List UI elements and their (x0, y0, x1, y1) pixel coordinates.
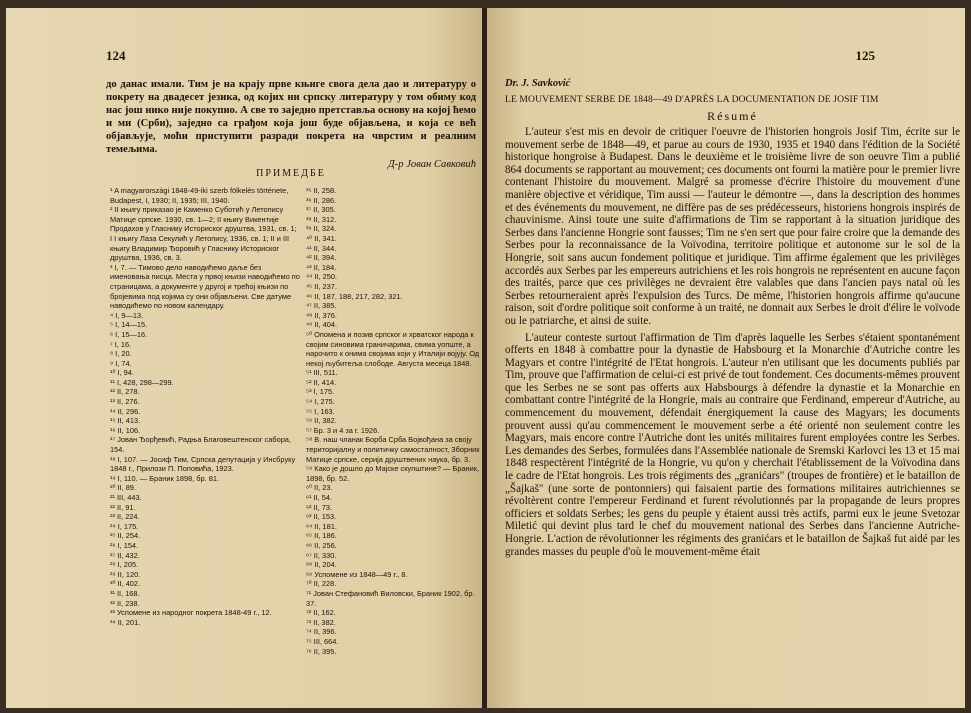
footnote: ²⁸ I, 205. (110, 560, 139, 570)
footnote: ⁵² II, 414. (306, 377, 337, 387)
footnote: ¹⁶ II, 106. (110, 425, 141, 435)
author-signature: Д-р Јован Савковић (387, 159, 476, 170)
footnote: ⁶² II, 73. (306, 502, 333, 512)
footnote: ⁶ I, 15—16. (110, 329, 148, 339)
footnote: ⁴⁸ II, 376. (306, 310, 337, 320)
footnote: ²³ II, 224. (110, 512, 140, 522)
footnote: ⁵¹ III, 511. (306, 368, 338, 378)
footnote: ⁵⁷ Бр. 3 и 4 за г. 1926. (306, 425, 380, 435)
footnote: ⁵ I, 14—15. (110, 320, 148, 330)
footnote: ¹⁴ II, 296. (110, 406, 141, 416)
footnote: ⁶³ II, 153. (306, 512, 337, 522)
article-conclusion (106, 78, 476, 171)
footnote: ³⁸ II, 312. (306, 214, 337, 224)
footnote: ⁴² II, 394. (306, 253, 337, 263)
footnote: ⁵⁰ Опомена и позив српског и хрватског народа к својим синовима граничарима, свима уопште, а нарочито к онима својима који у Италији војују. Од некој љубитеља слободе. Августа месеца 1848. (306, 329, 480, 368)
footnote: ³⁵ II, 258. (306, 186, 337, 195)
footnote: ¹⁹ I, 110. — Браник 1898, бр. 81. (110, 473, 220, 483)
footnote: ³ I, 7. — Тимово дело наводићемо даље без именовања писца. Места у првој књизи наводићемо по страницама, а документе у другој и трећој књизи по бројевима под којима су они објављени. Све датуме наводићемо по новом календару. (110, 262, 300, 311)
footnote: ⁵⁵ I, 163. (306, 406, 335, 416)
footnote: ¹⁵ II, 413. (110, 416, 141, 426)
footnote: ⁶⁶ II, 256. (306, 540, 337, 550)
left-page (6, 8, 484, 708)
footnote: ⁵⁸ В. наш чланак Борба Срба Војвођана за своју територијалну и политичку самосталност, Зборник Матице српске, серија друштвених наука, бр. 3. (306, 435, 480, 464)
footnote: ²⁹ II, 120. (110, 569, 141, 579)
footnote: ³⁷ II, 305. (306, 205, 336, 215)
footnote: ²⁵ II, 254. (110, 531, 141, 541)
footnote: ¹³ II, 276. (110, 397, 140, 407)
running-author: Dr. J. Savković (505, 78, 571, 89)
footnote: ⁴⁹ II, 404. (306, 320, 337, 330)
footnote: ⁷⁵ III, 664. (306, 636, 339, 646)
footnote: ⁵⁶ II, 382. (306, 416, 337, 426)
notes-heading: ПРИМЕДБЕ (256, 168, 326, 179)
footnote: ¹⁸ I, 107. — Јосиф Тим, Српска депутација у Инсбруку 1848 г., Прилози П. Поповића, 1923. (110, 454, 296, 474)
notes-column-1 (110, 186, 300, 627)
page-number: 124 (106, 48, 126, 63)
footnote: ²⁰ II, 89. (110, 483, 136, 493)
closing-paragraph: до данас имали. Тим је на крају прве књиге свога дела дао и литературу о покрету на двадесет језика, од којих ни српску литературу у том обиму код нас још нико није покупио. А све то заједно претставља основу на којој ћемо и ми (Срби), заједно са грађом која још буде објављена, и која се већ објављује, моћи приступити разради покрета на чврстим и реалним темељима. (106, 79, 476, 155)
footnote: ¹⁷ Јован Ђорђевић, Радња Благовештенског сабора, 154. (110, 435, 291, 455)
footnote: ⁵³ I, 175. (306, 387, 335, 397)
page-number: 125 (855, 48, 875, 63)
footnote: ¹ A magyarországi 1848-49-iki szerb fölkelés története, Budapest, I, 1930; II, 1935; III, 1940. (110, 186, 289, 205)
footnote: ⁷⁰ II, 228. (306, 579, 337, 589)
footnote: ²² II, 91. (110, 502, 136, 512)
footnote: ¹⁰ I, 94. (110, 368, 134, 378)
footnote: ⁴³ II, 184. (306, 262, 337, 272)
summary-title: LE MOUVEMENT SERBE DE 1848—49 D'APRÈS LA DOCUMENTATION DE JOSIF TIM (505, 94, 879, 105)
right-page (487, 8, 965, 708)
footnote: ⁴ I, 9—13. (110, 310, 144, 320)
footnote: ⁶⁸ II, 204. (306, 560, 337, 570)
footnote: ³⁰ II, 402. (110, 579, 141, 589)
footnote: ²⁷ II, 432. (110, 550, 140, 560)
footnote: ²¹ III, 443. (110, 493, 142, 502)
footnote: ⁷⁶ II, 395. (306, 646, 337, 656)
footnote: ³⁶ II, 286. (306, 195, 337, 205)
footnote: ²⁴ I, 175. (110, 521, 139, 531)
footnote: ⁶⁵ II, 186. (306, 531, 337, 541)
footnote: ²⁶ I, 154. (110, 540, 139, 550)
resume-paragraph: L'auteur conteste surtout l'affirmation de Tim d'après laquelle les Serbes s'étaient spontanément offerts en 1848 à combattre pour la dynastie de Habsbourg et la Monarchie d'Autriche contre les Magyars et contre l'intégrité de l'Etat hongrois. L'auteur n'en utilisant que les documents publiés par Tim, prouve que l'affirmation de celui-ci est privé de tout fondement. Ces documents-mêmes prouvent que les Serbes ne se sont pas offerts aux Habsbourgs à défendre la dynastie et la Monarchie en combattant contre l'intégrité de la Hongrie, mais au contraire que Ferdinand, empereur d'Autriche, au commencement du mouvement, défendait énergiquement la cause des Magyars; les documents prouvent aussi qu'au commencement le mouvement serbe a été orienté non seulement contre les Magyars, mais encore contre l'Autriche dont les unités militaires furent employées contre les Serbes. Les demandes des Serbes, formulées dans l'Assemblée nationale de Sremski Karlovci les 13 et 15 mai 1848 respectèrent l'intégrité de la Hongrie, vu qu'on y cherchait l'établissement de la Voïvodina dans le cadre de l'Etat hongrois. Les trois régiments des „granićars" (troupes de frontière) et le bataillon de „Šajkaš" (une sorte de pontonniers) qui faisaient partie des formations militaires autrichiennes se révoltèrent contre l'empereur Ferdinand et furent révolutionnés par la propagande de leurs propres officiers et soldats Serbes; les gens du peuple y étaient aussi très actifs, parmi eux le jeune Svetozar Miletić qui devint plus tard le chef du mouvement national des Serbes dans l'ancienne Autriche-Hongrie. L'action de révolutionner les régiments des granićars et le bataillon de Šajkaš fut aidé par les grandes masses du peuple d'où le mouvement-même était (505, 331, 960, 558)
footnote: ⁶⁰ II, 23. (306, 483, 333, 493)
footnote: ⁹ I, 74. (110, 358, 132, 368)
footnote: ³¹ II, 168. (110, 588, 140, 598)
footnote: ⁷³ II, 382. (306, 617, 336, 627)
footnote: ⁴⁶ II, 187, 188, 217, 282, 321. (306, 291, 403, 301)
footnote: ⁷¹ Јован Стефановић Виловски, Браник 1902, бр. 37. (306, 588, 475, 608)
notes-column-2 (306, 186, 484, 656)
resume-heading: Résumé (707, 109, 758, 123)
footnote: ³⁹ II, 324. (306, 224, 337, 234)
footnote: ⁴¹ II, 344. (306, 243, 337, 253)
footnote: ⁴⁵ II, 237. (306, 281, 337, 291)
footnote: ⁷⁴ II, 396. (306, 627, 337, 637)
footnote: ⁶⁹ Успомене из 1848—49 г., 8. (306, 569, 408, 579)
footnote: ⁴⁰ II, 341. (306, 233, 337, 243)
footnote: ³³ Успомене из народног покрета 1848-49 г., 12. (110, 608, 272, 618)
footnote: ⁵⁴ I, 275. (306, 397, 335, 407)
resume-body (505, 126, 960, 562)
footnote: ¹² II, 278. (110, 387, 140, 397)
footnote: ⁷ I, 16. (110, 339, 132, 349)
footnote: ⁶⁴ II, 181. (306, 521, 337, 531)
footnote: ² II књигу приказао је Каменко Суботић у Летопису Матице српске. 1930, св. 1—2; II књигу Викентије Продахов у Гласнику Историског друштва, 1931, св. 1; I I књигу Лаза Секулић у Летопису, 1936, св. 1; II и III књигу Владимир Ђоровић у Гласнику Историског друштва, 1936, св. 3. (110, 205, 297, 263)
footnote: ⁷² II, 162. (306, 608, 336, 618)
footnote: ⁵⁹ Како је дошло до Мајске скупштине? — Браник, 1898, бр. 52. (306, 464, 480, 483)
footnote: ⁸ I, 20. (110, 349, 132, 359)
footnote: ⁶⁷ II, 330. (306, 550, 337, 560)
footnote: ⁴⁷ II, 385. (306, 301, 337, 311)
resume-paragraph: L'auteur s'est mis en devoir de critiquer l'oeuvre de l'historien hongrois Josif Tim, écrite sur le mouvement serbe de 1848—49, et parue au cours de 1930, 1935 et 1940 dans l'édition de la Société historique hongroise à Budapest. Dans le deuxième et le troisième livre de son oeuvre Tim a publié 864 documents se rapportant au mouvement; ces documents ont fourni la matière pour le premier livre contenant l'histoire du mouvement. Malgré sa promesse d'écrire l'histoire du mouvement d'une manière objective et véridique, Tim aussi — l'auteur le démontre —, dans la description des hommes et des événements du mouvement, ne diffère pas de ses prédécesseurs, historiens hongrois inspirés de chauvinisme. Ainsi toute une suite d'affirmations de Tim se rapportant à la situation juridique des Serbes dans l'ancienne Hongrie sont fausses; Tim ne s'en sert que pour faire croire que la demande des Serbes pour la reconnaissance de la Voïvodina, territoire politique et autonome sur le sol de la Hongrie, soit sans aucun fondement politique et juridique. Tim affirme également que les privilèges accordés aux Serbes par les empereurs autrichiens et les rois hongrois ne représentent en aucune façon des traités, parce que ces privilèges ne devraient être valables que dans l'ancien pays natal où les Serbes retourneraient après l'expulsion des Turcs. De même, l'historien hongrois affirme qu'aucune raison, soit d'ordre politique soit conforme à un traité, ne donnait aux Serbes le droit d'élire le voïvode ou le patriarche, et ainsi de suite. (505, 126, 961, 327)
footnote: ³² II, 238. (110, 598, 140, 608)
footnote: ³⁴ II, 201. (110, 617, 141, 627)
footnote: ⁶¹ II, 54. (306, 493, 333, 502)
footnote: ¹¹ I, 428, 298—299. (110, 377, 174, 387)
footnote: ⁴⁴ II, 250. (306, 272, 338, 282)
